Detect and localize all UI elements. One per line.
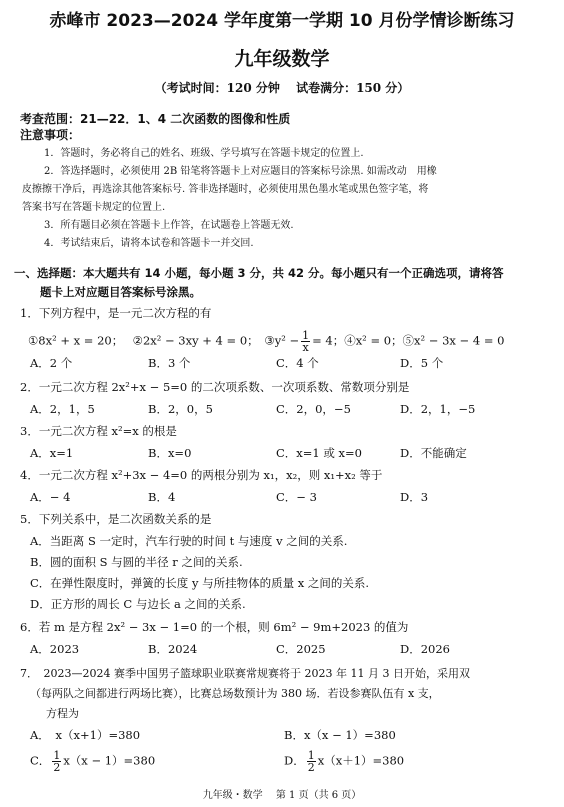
section-heading-cont: 题卡上对应题目答案标号涂黑。 bbox=[40, 285, 201, 299]
q4-option-a[interactable]: A．− 4 bbox=[30, 490, 71, 504]
q7-stem-line2: （每两队之间都进行两场比赛），比赛总场数预计为 380 场．若设参赛队伍有 x 支， bbox=[30, 687, 440, 700]
q7-option-c-half-den: 2 bbox=[53, 761, 61, 774]
q7-option-d-half-den: 2 bbox=[307, 761, 315, 774]
q2-option-a[interactable]: A．2，1，5 bbox=[30, 402, 95, 416]
note-2-cont-a: 皮擦擦干净后，再选涂其他答案标号. 答非选择题时，必须使用黑色墨水笔或黑色签字笔，将 bbox=[22, 184, 429, 195]
q6-option-a[interactable]: A．2023 bbox=[30, 642, 80, 656]
note-4: 4．考试结束后，请将本试卷和答题卡一并交回. bbox=[44, 238, 254, 249]
q5-option-b[interactable]: B．圆的面积 S 与圆的半径 r 之间的关系. bbox=[30, 555, 243, 569]
q1-expr-a: ①8x² + x = 20； ②2x² − 3xy + 4 = 0； ③y² − bbox=[28, 333, 300, 348]
q6-stem: 6．若 m 是方程 2x² − 3x − 1=0 的一个根，则 6m² − 9m+2023 的值为 bbox=[20, 620, 409, 634]
exam-subject: 九年级数学 bbox=[234, 48, 330, 70]
q1-fraction bbox=[301, 330, 310, 353]
q7-option-d-half-num: 1 bbox=[307, 749, 315, 762]
q7-option-b[interactable]: B．x（x − 1）=380 bbox=[284, 728, 396, 742]
q7-stem-line1: 7． 2023—2024 赛季中国男子篮球职业联赛常规赛将于 2023 年 11 月 3 日开始，采用双 bbox=[20, 667, 470, 680]
q3-option-a[interactable]: A．x=1 bbox=[30, 446, 74, 460]
notes-heading: 注意事项： bbox=[20, 128, 81, 142]
q3-option-b[interactable]: B．x=0 bbox=[148, 446, 192, 460]
section-heading: 一、选择题：本大题共有 14 小题，每小题 3 分，共 42 分。每小题只有一个正确选项，请将答 bbox=[14, 266, 504, 280]
note-1: 1．答题时，务必将自己的姓名、班级、学号填写在答题卡规定的位置上. bbox=[44, 148, 364, 159]
q7-option-a[interactable]: A． x（x+1）=380 bbox=[30, 728, 141, 742]
q2-option-c[interactable]: C．2，0，−5 bbox=[276, 402, 351, 416]
q1-expr-b: = 4；④x² = 0；⑤x² − 3x − 4 = 0 bbox=[312, 333, 505, 348]
q1-expressions bbox=[28, 330, 504, 353]
q1-fraction-den: x bbox=[302, 341, 309, 354]
q7-option-d-half bbox=[307, 750, 316, 773]
note-2: 2．答选择题时，必须使用 2B 铅笔将答题卡上对应题目的答案标号涂黑. 如需改动 用橡 bbox=[44, 166, 437, 177]
q3-stem: 3．一元二次方程 x²=x 的根是 bbox=[20, 424, 177, 438]
exam-scope: 考查范围：21—22．1、4 二次函数的图像和性质 bbox=[20, 112, 291, 126]
q6-option-c[interactable]: C．2025 bbox=[276, 642, 326, 656]
q5-option-c[interactable]: C．在弹性限度时，弹簧的长度 y 与所挂物体的质量 x 之间的关系. bbox=[30, 576, 370, 590]
note-2-cont-b: 答案书写在答题卡规定的位置上. bbox=[22, 202, 166, 213]
q7-stem-line3: 方程为 bbox=[46, 707, 79, 720]
q1-fraction-num: 1 bbox=[302, 329, 310, 342]
exam-info: （考试时间：120 分钟 试卷满分：150 分） bbox=[154, 81, 410, 95]
q7-option-c-expr: x（x − 1）=380 bbox=[63, 753, 156, 768]
q6-option-b[interactable]: B．2024 bbox=[148, 642, 198, 656]
q2-option-b[interactable]: B．2，0，5 bbox=[148, 402, 213, 416]
q7-option-c-label: C． bbox=[30, 753, 51, 768]
q4-option-c[interactable]: C．− 3 bbox=[276, 490, 317, 504]
q7-option-d-expr: x（x＋1）=380 bbox=[317, 753, 405, 768]
q7-option-c-half-num: 1 bbox=[53, 749, 61, 762]
q4-option-b[interactable]: B．4 bbox=[148, 490, 176, 504]
q7-option-c-half bbox=[52, 750, 61, 773]
q1-stem: 1．下列方程中，是一元二次方程的有 bbox=[20, 306, 212, 320]
q7-option-d[interactable] bbox=[284, 750, 404, 773]
page-footer: 九年级・数学 第 1 页（共 6 页） bbox=[202, 790, 362, 801]
q1-option-b[interactable]: B．3 个 bbox=[148, 356, 191, 370]
q1-option-c[interactable]: C．4 个 bbox=[276, 356, 319, 370]
q6-option-d[interactable]: D．2026 bbox=[400, 642, 450, 656]
q7-option-d-label: D． bbox=[284, 753, 305, 768]
q3-option-d[interactable]: D．不能确定 bbox=[400, 446, 467, 460]
q5-stem: 5．下列关系中，是二次函数关系的是 bbox=[20, 512, 212, 526]
exam-title: 赤峰市 2023—2024 学年度第一学期 10 月份学情诊断练习 bbox=[49, 11, 515, 31]
q2-option-d[interactable]: D．2，1，−5 bbox=[400, 402, 476, 416]
q7-option-c[interactable] bbox=[30, 750, 155, 773]
q1-option-a[interactable]: A．2 个 bbox=[30, 356, 73, 370]
q2-stem: 2．一元二次方程 2x²+x − 5=0 的二次项系数、一次项系数、常数项分别是 bbox=[20, 380, 410, 394]
q5-option-a[interactable]: A．当距离 S 一定时，汽车行驶的时间 t 与速度 v 之间的关系. bbox=[30, 534, 348, 548]
q4-stem: 4．一元二次方程 x²+3x − 4=0 的两根分别为 x₁，x₂，则 x₁+x₂ 等于 bbox=[20, 468, 383, 482]
q1-option-d[interactable]: D．5 个 bbox=[400, 356, 444, 370]
q4-option-d[interactable]: D．3 bbox=[400, 490, 429, 504]
q3-option-c[interactable]: C．x=1 或 x=0 bbox=[276, 446, 362, 460]
q5-option-d[interactable]: D．正方形的周长 C 与边长 a 之间的关系. bbox=[30, 597, 246, 611]
note-3: 3．所有题目必须在答题卡上作答，在试题卷上答题无效. bbox=[44, 220, 294, 231]
